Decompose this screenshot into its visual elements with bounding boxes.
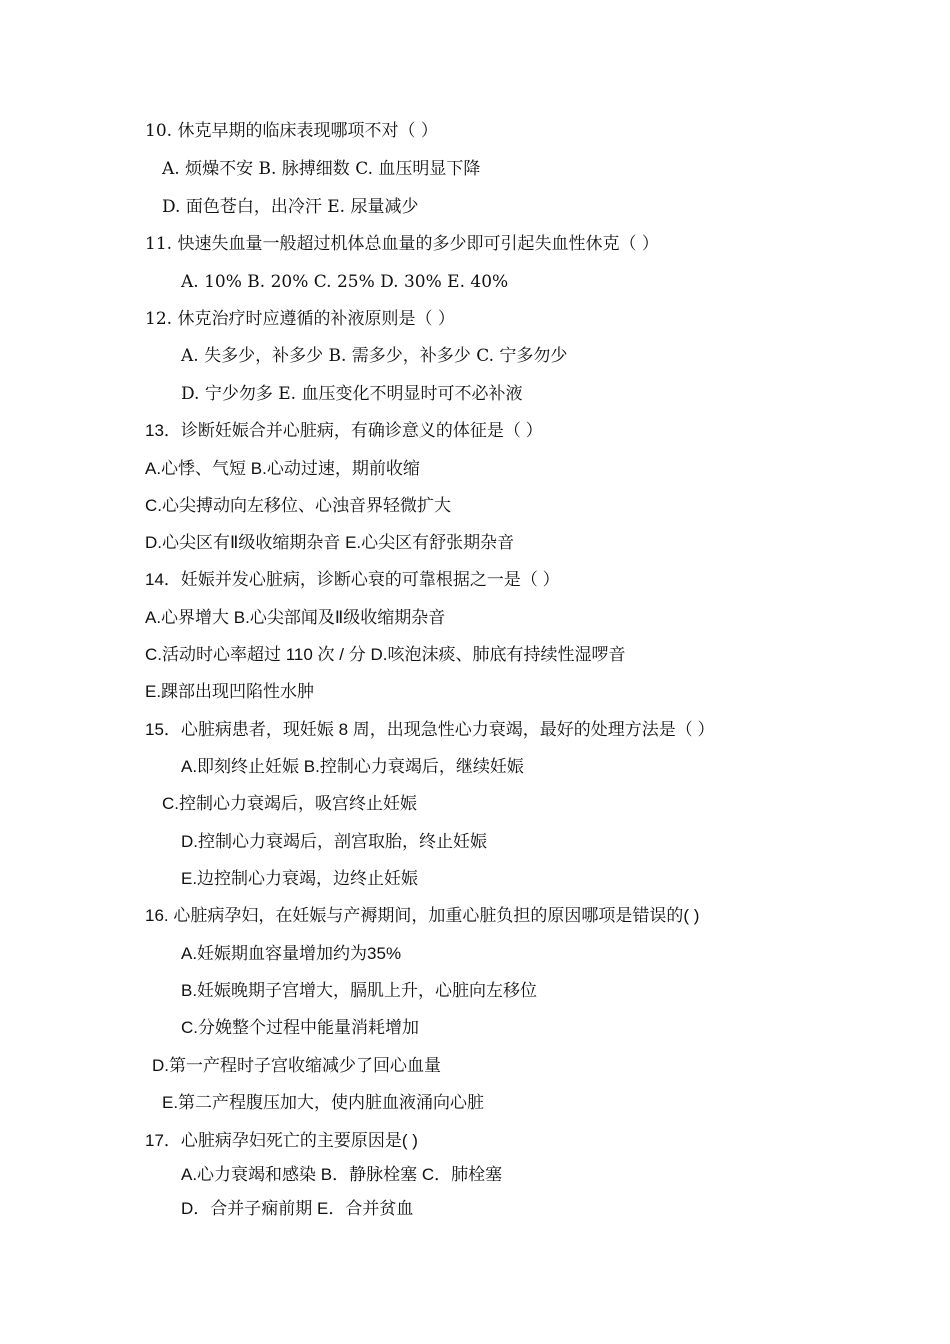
question-13-option-line: C.心尖搏动向左移位、心浊音界轻微扩大 — [145, 496, 451, 515]
question-12-stem: 12. 休克治疗时应遵循的补液原则是（ ） — [145, 309, 455, 329]
question-15-option-line: D.控制心力衰竭后，剖宫取胎，终止妊娠 — [181, 832, 487, 851]
question-12-option-line: D. 宁少勿多 E. 血压变化不明显时可不必补液 — [181, 384, 523, 404]
question-17-option-line: D．合并子痫前期 E．合并贫血 — [181, 1199, 414, 1218]
question-15-stem: 15．心脏病患者，现妊娠 8 周，出现急性心力衰竭，最好的处理方法是（ ） — [145, 720, 715, 739]
question-17-stem: 17．心脏病孕妇死亡的主要原因是( ) — [145, 1131, 418, 1150]
question-15-option-line: A.即刻终止妊娠 B.控制心力衰竭后，继续妊娠 — [181, 757, 524, 776]
question-16-option-line: E.第二产程腹压加大，使内脏血液涌向心脏 — [162, 1093, 485, 1112]
question-14-option-line: C.活动时心率超过 110 次 / 分 D.咳泡沫痰、肺底有持续性湿啰音 — [145, 645, 626, 664]
question-15-option-line: E.边控制心力衰竭，边终止妊娠 — [181, 869, 419, 888]
question-11-option-line: A. 10% B. 20% C. 25% D. 30% E. 40% — [181, 272, 509, 292]
question-11-stem: 11. 快速失血量一般超过机体总血量的多少即可引起失血性休克（ ） — [145, 234, 659, 254]
question-10-option-line: D. 面色苍白，出冷汗 E. 尿量减少 — [162, 197, 419, 217]
question-16-option-line: D.第一产程时子宫收缩减少了回心血量 — [152, 1056, 441, 1075]
question-15-option-line: C.控制心力衰竭后，吸宫终止妊娠 — [162, 794, 417, 813]
question-17-option-line: A.心力衰竭和感染 B．静脉栓塞 C．肺栓塞 — [181, 1165, 503, 1184]
question-16-option-line: B.妊娠晚期子宫增大，膈肌上升，心脏向左移位 — [181, 981, 538, 1000]
question-12-option-line: A. 失多少，补多少 B. 需多少，补多少 C. 宁多勿少 — [181, 346, 568, 366]
question-14-option-line: A.心界增大 B.心尖部闻及Ⅱ级收缩期杂音 — [145, 608, 446, 627]
question-10-stem: 10. 休克早期的临床表现哪项不对（ ） — [145, 121, 438, 141]
question-13-option-line: D.心尖区有Ⅱ级收缩期杂音 E.心尖区有舒张期杂音 — [145, 533, 515, 552]
question-14-stem: 14．妊娠并发心脏病，诊断心衰的可靠根据之一是（ ） — [145, 570, 560, 589]
question-10-option-line: A. 烦燥不安 B. 脉搏细数 C. 血压明显下降 — [162, 159, 481, 179]
question-13-option-line: A.心悸、气短 B.心动过速，期前收缩 — [145, 459, 420, 478]
question-16-option-line: A.妊娠期血容量增加约为35% — [181, 944, 402, 963]
question-14-option-line: E.踝部出现凹陷性水肿 — [145, 682, 315, 701]
question-13-stem: 13．诊断妊娠合并心脏病，有确诊意义的体征是（ ） — [145, 421, 543, 440]
question-16-option-line: C.分娩整个过程中能量消耗增加 — [181, 1018, 419, 1037]
question-16-stem: 16. 心脏病孕妇，在妊娠与产褥期间，加重心脏负担的原因哪项是错误的( ) — [145, 906, 700, 925]
